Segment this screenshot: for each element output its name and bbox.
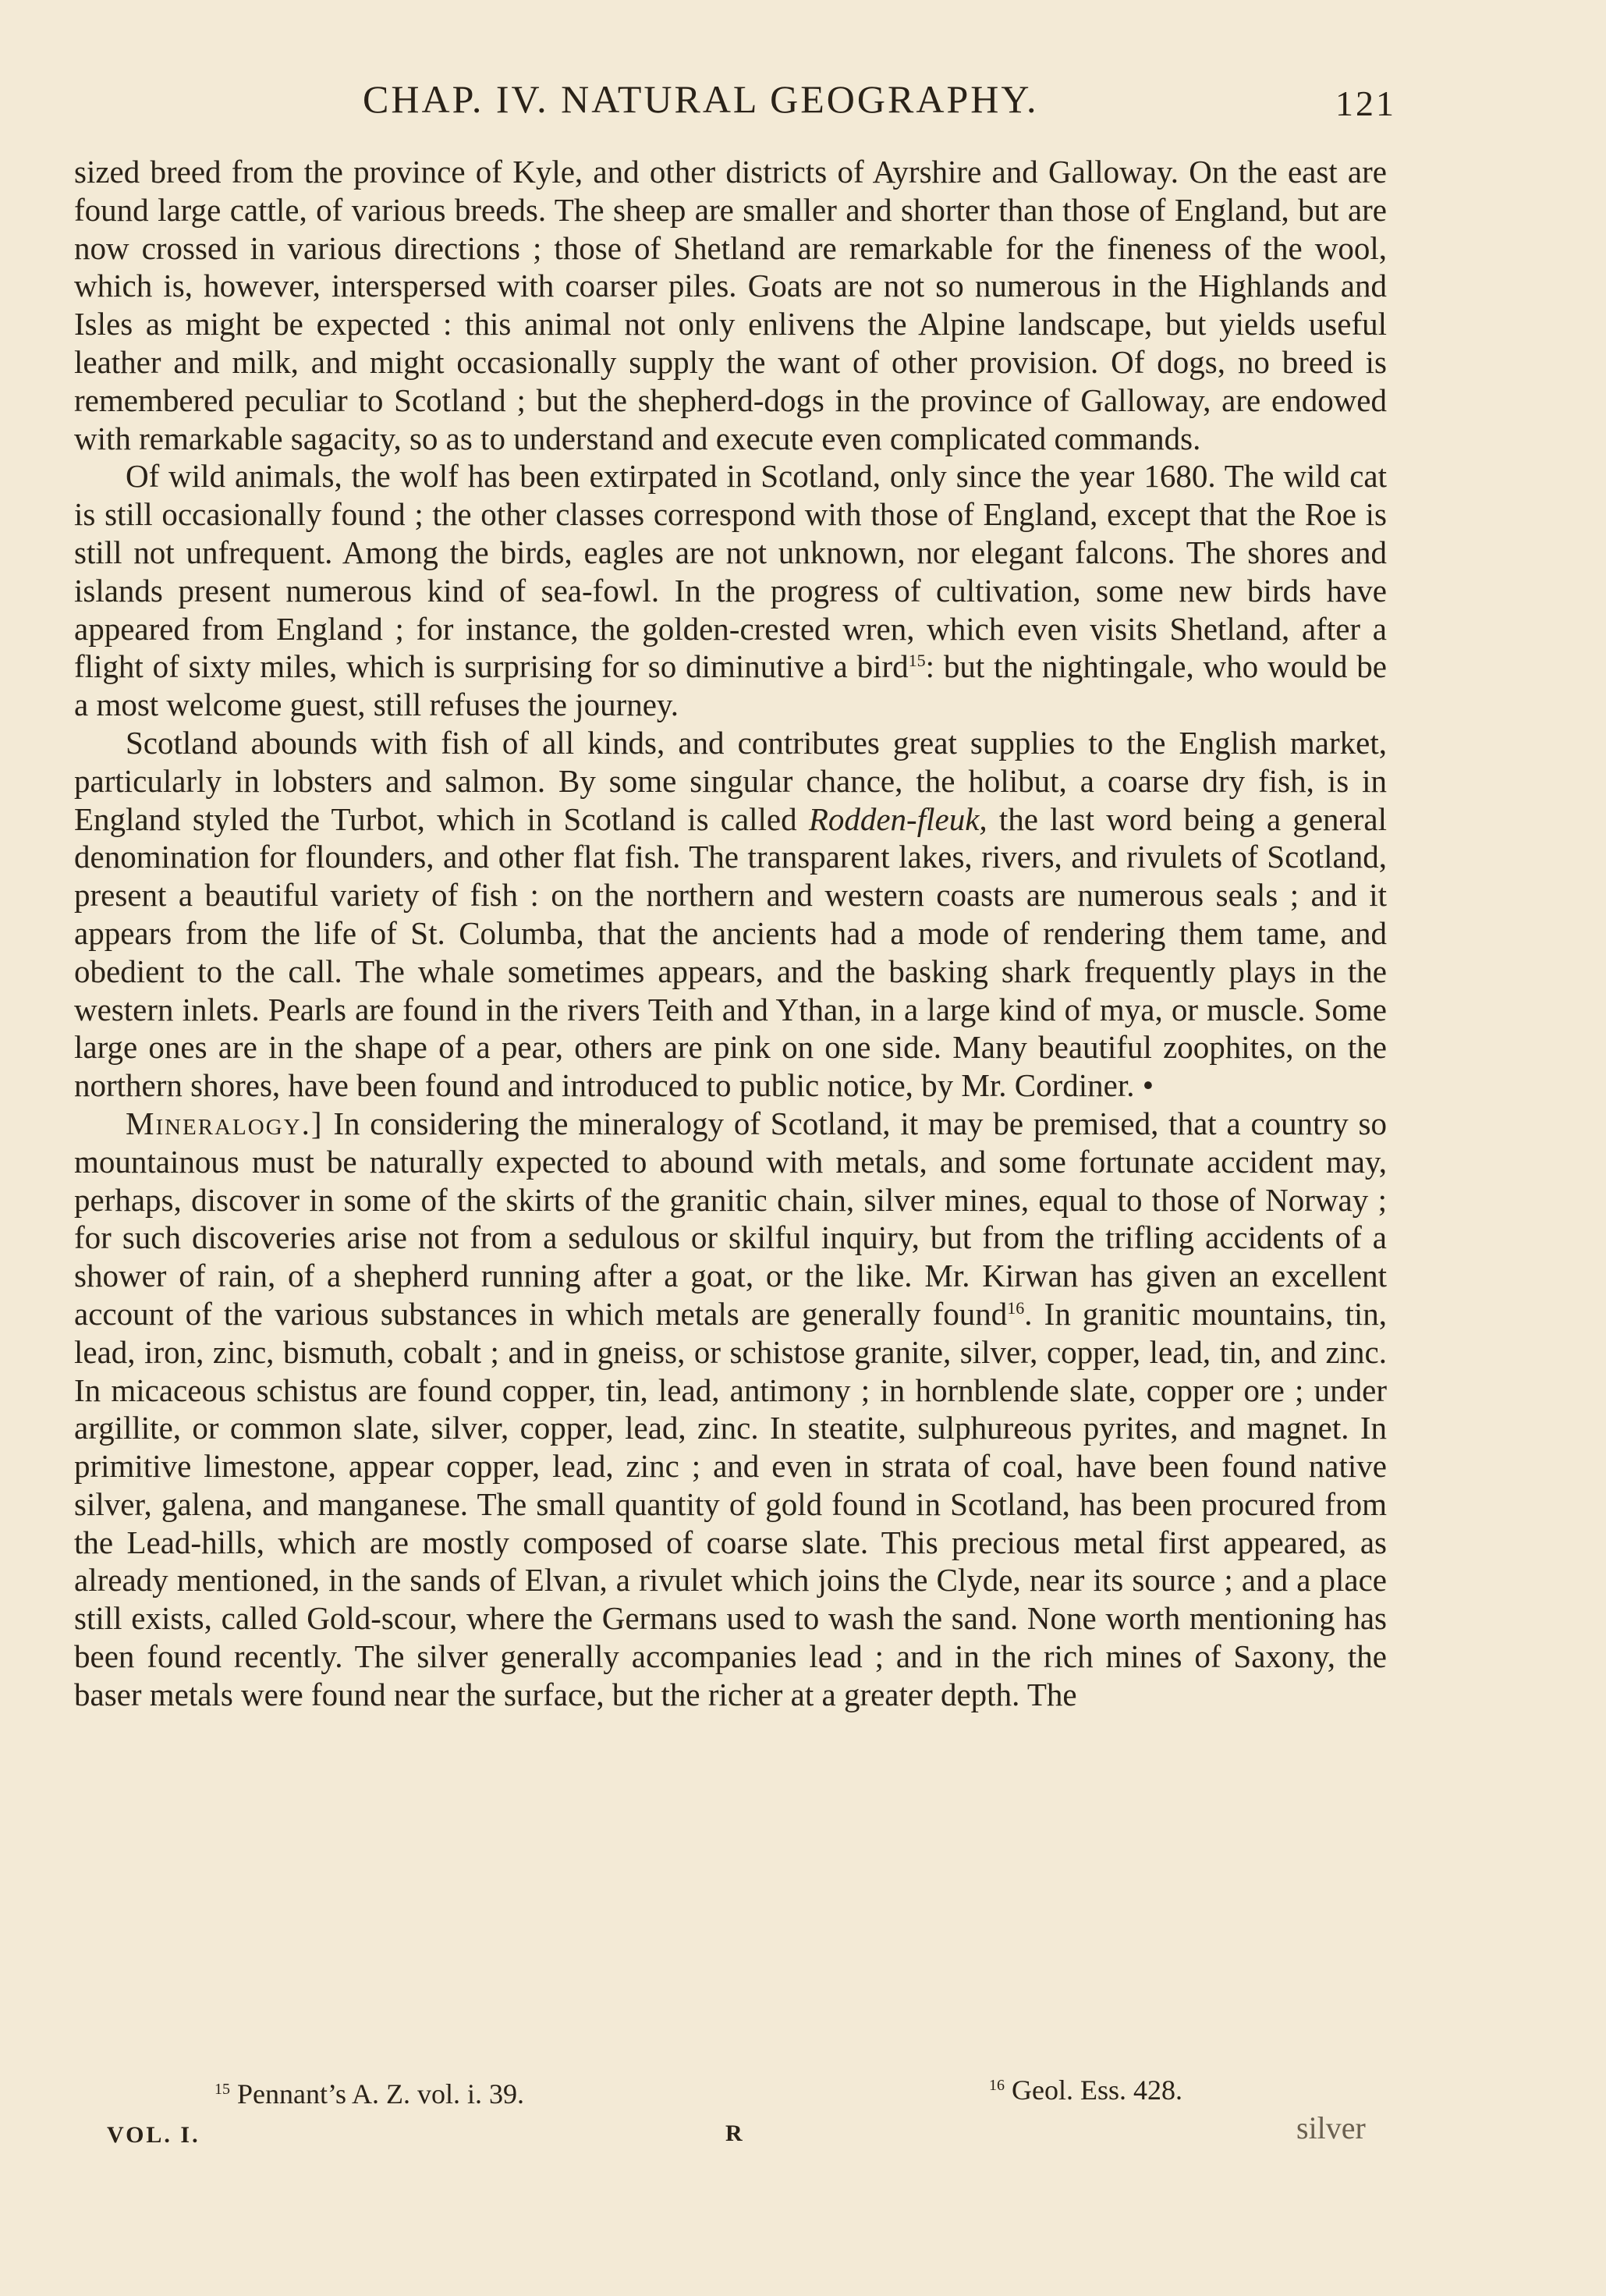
- signature-mark: R: [725, 2120, 743, 2146]
- page-number: 121: [1335, 83, 1396, 123]
- footnote-16: $^{16}$ Geol. Ess. 428.: [989, 2074, 1182, 2106]
- paragraph-mineralogy: Mineralogy.] In considering the mineralogy of Scotland, it may be premised, that a country so mountainous must be naturally expected to abound with metals, and some fortunate accident may, perhaps, discover in some of the skirts of the granitic chain, silver mines, equal to those of Norway ; for such discoveries arise not from a sedulous or skilful inquiry, but from the trifling accidents of a shower of rain, of a shepherd running after a goat, or the like. Mr. Kirwan has given an excellent account of the various substances in which metals are generally found$^{16}$. In granitic mountains, tin, lead, iron, zinc, bismuth, cobalt ; and in gneiss, or schistose granite, silver, copper, lead, tin, and zinc. In micaceous schistus are found copper, tin, lead, antimony ; in hornblende slate, copper ore ; under argillite, or common slate, silver, copper, lead, zinc. In steatite, sulphureous pyrites, and magnet. In primitive limestone, appear copper, lead, zinc ; and even in strata of coal, have been found native silver, galena, and manganese. The small quantity of gold found in Scotland, has been procured from the Lead-hills, which are mostly composed of coarse slate. This precious metal first appeared, as already mentioned, in the sands of Elvan, a rivulet which joins the Clyde, near its source ; and a place still exists, called Gold-scour, where the Germans used to wash the sand. None worth mentioning has been found recently. The silver generally accompanies lead ; and in the rich mines of Saxony, the baser metals were found near the surface, but the richer at a greater depth. The: [74, 1105, 1387, 1712]
- chapter-title: CHAP. IV. NATURAL GEOGRAPHY.: [363, 77, 1039, 121]
- footnote-ref-16[interactable]: 16: [1007, 1297, 1025, 1318]
- catchword: silver: [1296, 2110, 1366, 2145]
- section-heading-mineralogy: Mineralogy.]: [126, 1105, 324, 1141]
- footnote-15: $^{15}$ Pennant’s A. Z. vol. i. 39.: [214, 2078, 524, 2110]
- footnote-ref-15[interactable]: 15: [908, 651, 926, 671]
- volume-label: VOL. I.: [107, 2122, 200, 2148]
- paragraph-cattle: sized breed from the province of Kyle, and other districts of Ayrshire and Galloway. On the east are found large cattle, of various breeds. The sheep are smaller and shorter than those of England, but are now crossed in various directions ; those of Shetland are remarkable for the fineness of the wool, which is, however, interspersed with coarser piles. Goats are not so numerous in the Highlands and Isles as might be expected : this animal not only enlivens the Alpine landscape, but yields useful leather and milk, and might occasionally supply the want of other provision. Of dogs, no breed is remembered peculiar to Scotland ; but the shepherd-dogs in the province of Galloway, are endowed with remarkable sagacity, so as to understand and execute even complicated commands.: [74, 154, 1387, 456]
- paragraph-wild-animals: Of wild animals, the wolf has been extirpated in Scotland, only since the year 1680. The wild cat is still occasionally found ; the other classes correspond with those of England, except that the Roe is still not unfrequent. Among the birds, eagles are not unknown, nor elegant falcons. The shores and islands present numerous kind of sea-fowl. In the progress of cultivation, some new birds have appeared from England ; for instance, the golden-crested wren, which even visits Shetland, after a flight of sixty miles, which is surprising for so diminutive a bird$^{15}$: but the nightingale, who would be a most welcome guest, still refuses the journey.: [74, 458, 1388, 723]
- main-text: [74, 153, 1387, 1714]
- running-header: [86, 76, 1396, 131]
- paragraph-fish: Scotland abounds with fish of all kinds, and contributes great supplies to the English market, particularly in lobsters and salmon. By some singular chance, the holibut, a coarse dry fish, is in England styled the Turbot, which in Scotland is called Rodden-fleuk, the last word being a general denomination for flounders, and other flat fish. The transparent lakes, rivers, and rivulets of Scotland, present a beautiful variety of fish : on the northern and western coasts are numerous seals ; and it appears from the life of St. Columba, that the ancients had a mode of rendering them tame, and obedient to the call. The whale sometimes appears, and the basking shark frequently plays in the western inlets. Pearls are found in the rivers Teith and Ythan, in a large kind of mya, or muscle. Some large ones are in the shape of a pear, others are pink on one side. Many beautiful zoophites, on the northern shores, have been found and introduced to public notice, by Mr. Cordiner. •: [74, 724, 1387, 1104]
- italic-term: Rodden-fleuk,: [808, 800, 987, 837]
